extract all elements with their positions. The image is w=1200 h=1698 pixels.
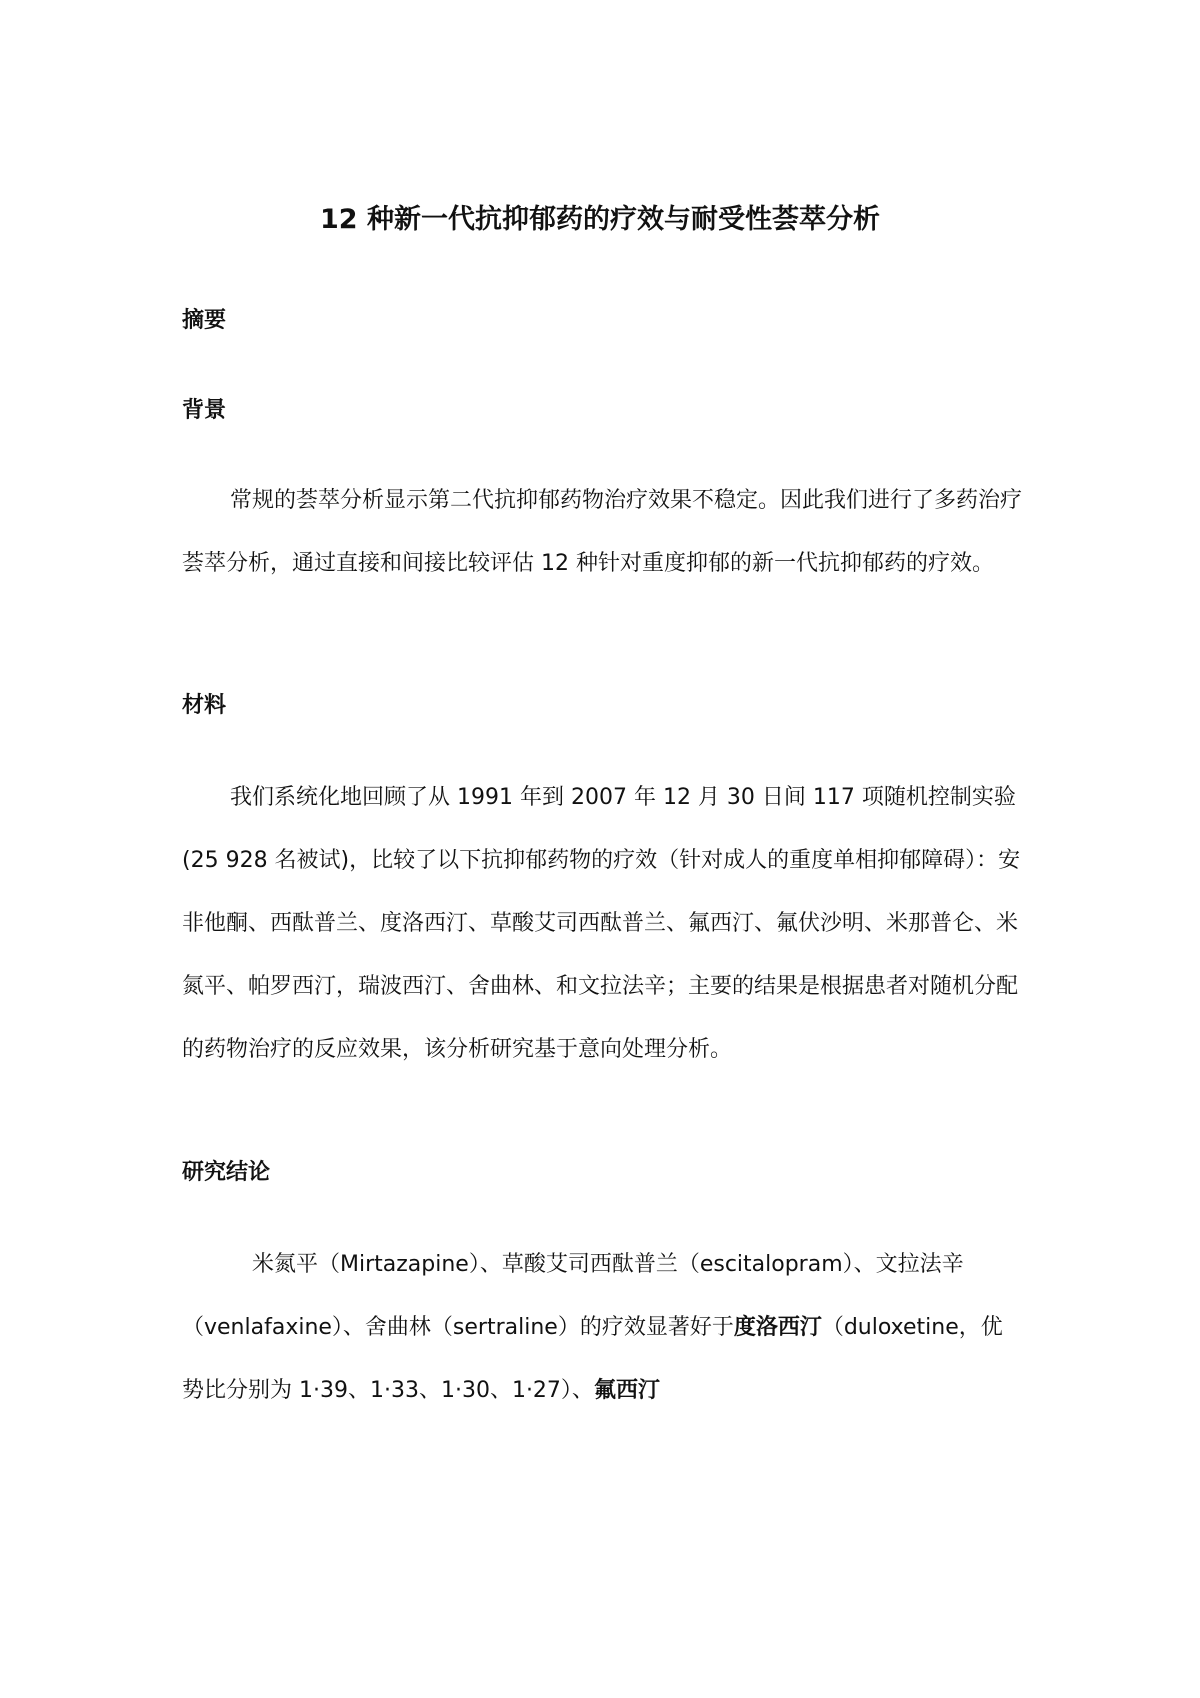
conclusion-bold-fluoxetine: 氟西汀 — [593, 1378, 660, 1403]
conclusion-heading: 研究结论 — [182, 1160, 271, 1185]
abstract-heading: 摘要 — [182, 308, 227, 333]
materials-paragraph: 我们系统化地回顾了从 1991 年到 2007 年 12 月 30 日间 117 项随机控制实验(25 928 名被试)，比较了以下抗抑郁药物的疗效（针对成人的重度单相抑郁障碍）：安非他酮、西酞普兰、度洛西汀、草酸艾司西酞普兰、氟西汀、氟伏沙明、米那普仑、米氮平、帕罗西汀，瑞波西汀、舍曲林、和文拉法辛；主要的结果是根据患者对随机分配的药物治疗的反应效果，该分析研究基于意向处理分析。 — [182, 785, 1021, 1062]
conclusion-bold-duloxetine: 度洛西汀 — [733, 1315, 822, 1340]
document-title: 12 种新一代抗抑郁药的疗效与耐受性荟萃分析 — [320, 204, 880, 235]
conclusion-text-part2: （duloxetine，优势比分别为 1·39、1·33、1·30、1·27）、 — [182, 1315, 1003, 1403]
background-heading: 背景 — [182, 398, 227, 423]
materials-heading: 材料 — [182, 693, 227, 718]
conclusion-paragraph — [182, 1233, 1022, 1422]
background-paragraph: 常规的荟萃分析显示第二代抗抑郁药物治疗效果不稳定。因此我们进行了多药治疗荟萃分析，通过直接和间接比较评估 12 种针对重度抑郁的新一代抗抑郁药的疗效。 — [182, 488, 1023, 576]
conclusion-text-part1: 米氮平（Mirtazapine）、草酸艾司西酞普兰（escitalopram）、文拉法辛（venlafaxine）、舍曲林（sertraline）的疗效显著好于 — [182, 1252, 964, 1340]
